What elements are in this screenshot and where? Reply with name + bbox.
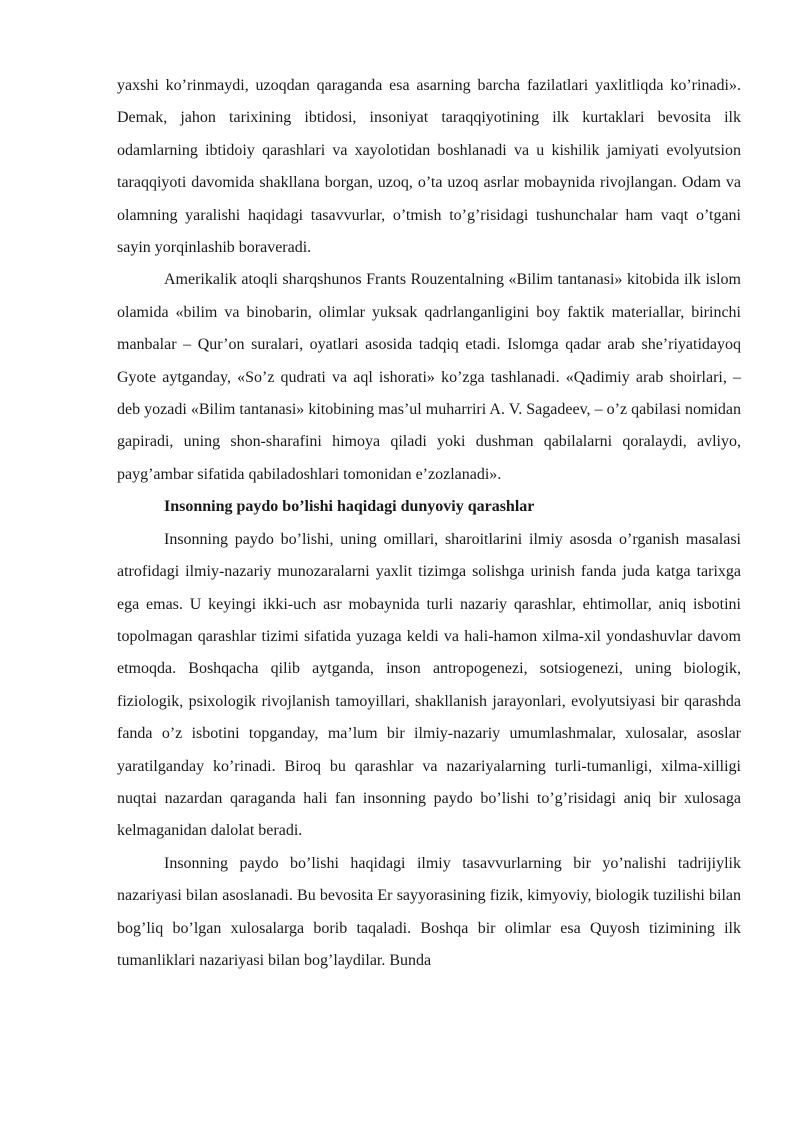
paragraph-evolution-theory: Insonning paydo bo’lishi haqidagi ilmiy tasavvurlarning bir yo’nalishi tadrijiylik nazariyasi bilan asoslanadi. Bu bevosita Er sayyorasining fizik, kimyoviy, biologik tuzilishi bilan bog’liq bo’lgan xulosalarga borib taqaladi. Boshqa bir olimlar esa Quyosh tizimining ilk tumanliklari nazariyasi bilan bog’laydilar. Bunda (117, 854, 741, 969)
paragraph-continuation: yaxshi ko’rinmaydi, uzoqdan qaraganda esa asarning barcha fazilatlari yaxlitliqda ko’rinadi». Demak, jahon tarixining ibtidosi, insoniyat taraqqiyotining ilk kurtaklari bevosita ilk odamlarning ibtidoiy qarashlari va xayolotidan boshlanadi va u kishilik jamiyati evolyutsion taraqqiyoti davomida shakllana borgan, uzoq, o’ta uzoq asrlar mobaynida rivojlangan. Odam va olamning yaralishi haqidagi tasavvurlar, o’tmish to’g’risidagi tushunchalar ham vaqt o’tgani sayin yorqinlashib boraveradi. (117, 77, 741, 257)
paragraph-origin-theories: Insonning paydo bo’lishi, uning omillari, sharoitlarini ilmiy asosda o’rganish masalasi atrofidagi ilmiy-nazariy munozaralarni yaxlit tizimga solishga urinish fanda juda katga tarixga ega emas. U keyingi ikki-uch asr mobaynida turli nazariy qarashlar, ehtimollar, aniq isbotini topolmagan qarashlar tizimi sifatida yuzaga keldi va hali-hamon xilma-xil yondashuvlar davom etmoqda. Boshqacha qilib aytganda, inson antropogenezi, sotsiogenezi, uning biologik, fiziologik, psixologik rivojlanish tamoyillari, shakllanish jarayonlari, evolyutsiyasi bir qarashda fanda o’z isbotini topganday, ma’lum bir ilmiy-nazariy umumlashmalar, xulosalar, asoslar yaratilganday ko’rinadi. Biroq bu qarashlar va nazariyalarning turli-tumanligi, xilma-xilligi nuqtai nazardan qaraganda hali fan insonning paydo bo’lishi to’g’risidagi aniq bir xulosaga kelmaganidan dalolat beradi. (117, 530, 741, 840)
section-heading: Insonning paydo bo’lishi haqidagi dunyoviy qarashlar (164, 498, 535, 516)
paragraph-rouzental: Amerikalik atoqli sharqshunos Frants Rouzentalning «Bilim tantanasi» kitobida ilk islom olamida «bilim va binobarin, olimlar yuksak qadrlanganligini boy faktik materiallar, birinchi manbalar – Qur’on suralari, oyatlari asosida tadqiq etadi. Islomga qadar arab she’riyatidayoq Gyote aytganday, «So’z qudrati va aql ishorati» ko’zga tashlanadi. «Qadimiy arab shoirlari, – deb yozadi «Bilim tantanasi» kitobining mas’ul muharriri A. V. Sagadeev, – o’z qabilasi nomidan gapiradi, uning shon-sharafini himoya qiladi yoki dushman qabilalarni qoralaydi, avliyo, payg’ambar sifatida qabiladoshlari tomonidan e’zozlanadi». (117, 271, 741, 483)
document-page (117, 70, 741, 977)
